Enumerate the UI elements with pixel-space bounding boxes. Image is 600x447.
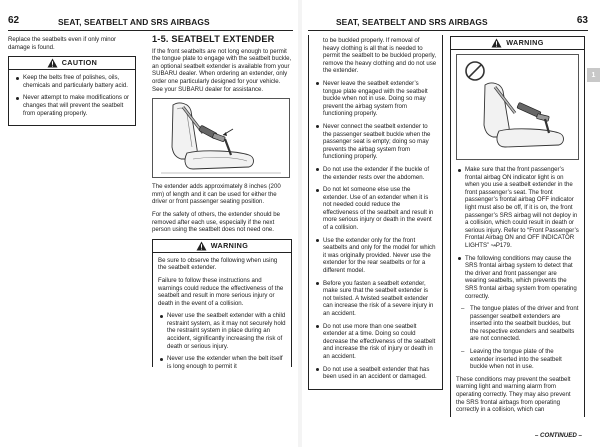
left-header-rule [8, 30, 293, 31]
right-column-2 [450, 36, 585, 417]
caution-item: Keep the belts free of polishes, oils, chemicals and particularly battery acid. [23, 74, 128, 89]
warning-item: The following conditions may cause the SRS frontal airbag system to detect that the driver and front passenger are wearing seatbelts, which prevents the SRS frontal airbag system from operating correctly. [465, 255, 579, 301]
right-warning-header [451, 37, 584, 50]
left-warning-body [153, 253, 291, 379]
warning-triangle-icon [196, 241, 207, 251]
intro-text: Replace the seatbelts even if only minor damage is found. [8, 36, 117, 51]
safety-text: For the safety of others, the extender should be removed after each use, especially if the next person using the seatbelt does not need one. [152, 210, 281, 234]
right-page [300, 0, 600, 447]
section-intro: If the front seatbelts are not long enough to permit the tongue plate to engage with the seatbelt buckle, an optional seatbelt extender is available from your SUBARU dealer. When ordering an extender, only order one particularly designed for your vehicle. See your SUBARU dealer for assistance. [152, 47, 292, 93]
warning-item: Never use the seatbelt extender with a child restraint system, as it may not securely hold the restraint system in place during an accident, significantly increasing the risk of death or serious injury. [167, 312, 286, 350]
warning-item: Do not use a seatbelt extender that has been used in an accident or damaged. [323, 366, 437, 381]
right-warning-box [450, 36, 585, 417]
prohibition-icon [457, 55, 578, 159]
warning-triangle-icon [491, 38, 502, 48]
left-warning-box [152, 239, 292, 370]
warning-para: Failure to follow these instructions and warnings could reduce the effectiveness of the seatbelt and result in more serious injury or death in the event of a collision. [158, 276, 284, 307]
caution-triangle-icon [47, 58, 58, 68]
warning-item: Never leave the seatbelt extender’s tongue plate engaged with the seatbelt buckle when not in use. Doing so may prevent the airbag system from functioning properly. [323, 80, 437, 118]
continued-label: – CONTINUED – [534, 432, 582, 439]
warning-closing-text: These conditions may prevent the seatbelt warning light and warning alarm from operating correctly. They may also prevent the SRS frontal airbags from operating correctly in a collision, which can [456, 375, 571, 414]
right-header-rule [308, 30, 588, 31]
warning-sub-item: – Leaving the tongue plate of the extender inserted into the seatbelt buckle when not in use. [470, 348, 579, 371]
right-column-1 [308, 35, 443, 390]
left-warning-header [153, 240, 291, 253]
warning-item: Do not let someone else use the extender. Use of an extender when it is not needed could reduce the effectiveness of the seatbelt and result in more serious injury or death in the event of a collision. [323, 186, 437, 232]
caution-title: CAUTION [61, 58, 98, 68]
caution-item: Never attempt to make modifications or changes that will prevent the seatbelt from operating properly. [23, 94, 130, 117]
left-page-header [8, 16, 293, 30]
seat-illustration-icon [153, 99, 289, 177]
right-page-number: 63 [576, 15, 588, 26]
left-column-1 [8, 36, 136, 126]
warning-item: Use the extender only for the front seatbelts and only for the model for which it was originally provided. Never use the extender for the rear seatbelts or for a different model. [323, 236, 436, 275]
caution-header [9, 57, 135, 70]
right-header-title: SEAT, SEATBELT AND SRS AIRBAGS [336, 17, 488, 27]
warning-item: Do not use the extender if the buckle of the extender rests over the abdomen. [323, 166, 437, 181]
caution-body [9, 70, 135, 125]
right-page-header [308, 16, 588, 30]
left-header-title: SEAT, SEATBELT AND SRS AIRBAGS [58, 17, 210, 27]
section-title: 1-5. SEATBELT EXTENDER [152, 34, 275, 44]
warning-item: Before you fasten a seatbelt extender, make sure that the seatbelt extender is not twisted. A twisted seatbelt extender can increase the risk of a severe injury in an accident. [323, 280, 437, 318]
prohibited-extender-illustration [456, 54, 579, 160]
continued-lead-text: to be buckled properly. If removal of heavy clothing is all that is needed to permit the seatbelt to be buckled properly, remove the heavy clothing and do not use the extender. [323, 37, 437, 75]
caution-box [8, 56, 136, 126]
warning-sub-item: – The tongue plates of the driver and front passenger seatbelt extenders are inserted into the seatbelt buckles, but the respective extenders and seatbelts are not connected. [470, 305, 579, 343]
continued-warning-box [308, 35, 443, 390]
warning-intro: Be sure to observe the following when using the seatbelt extender. [158, 256, 278, 272]
left-warning-title: WARNING [210, 240, 249, 250]
seatbelt-extender-illustration [152, 98, 290, 178]
warning-item: Never use the extender when the belt itself is long enough to permit it [167, 355, 286, 370]
chapter-tab: 1 [587, 68, 600, 82]
warning-item: Make sure that the front passenger’s frontal airbag ON indicator light is on when you use a seatbelt extender in the front passenger’s seat. The front passenger’s frontal airbag OFF indicator light must also be off, If it is on, the front passenger’s SRS airbag will not deploy in a collision, which could result in death or serious injury. Refer to “Front Passenger’s Frontal Airbag ON and OFF INDICATOR LIGHTS” ↝P179. [465, 166, 579, 249]
warning-item: Do not use more than one seatbelt extender at a time. Doing so could decrease the effectiveness of the seatbelt and increase the risk of injury or death in an accident. [323, 322, 436, 360]
left-page-number: 62 [8, 15, 20, 26]
left-column-2 [152, 34, 292, 370]
extender-length-text: The extender adds approximately 8 inches (200 mm) of length and it can be used for either the driver or front passenger seating position. [152, 183, 281, 206]
warning-item: Never connect the seatbelt extender to the passenger seatbelt buckle when the passenger seat is empty; doing so may prevents the airbag system from functioning properly. [323, 123, 437, 161]
right-warning-title: WARNING [506, 38, 544, 48]
